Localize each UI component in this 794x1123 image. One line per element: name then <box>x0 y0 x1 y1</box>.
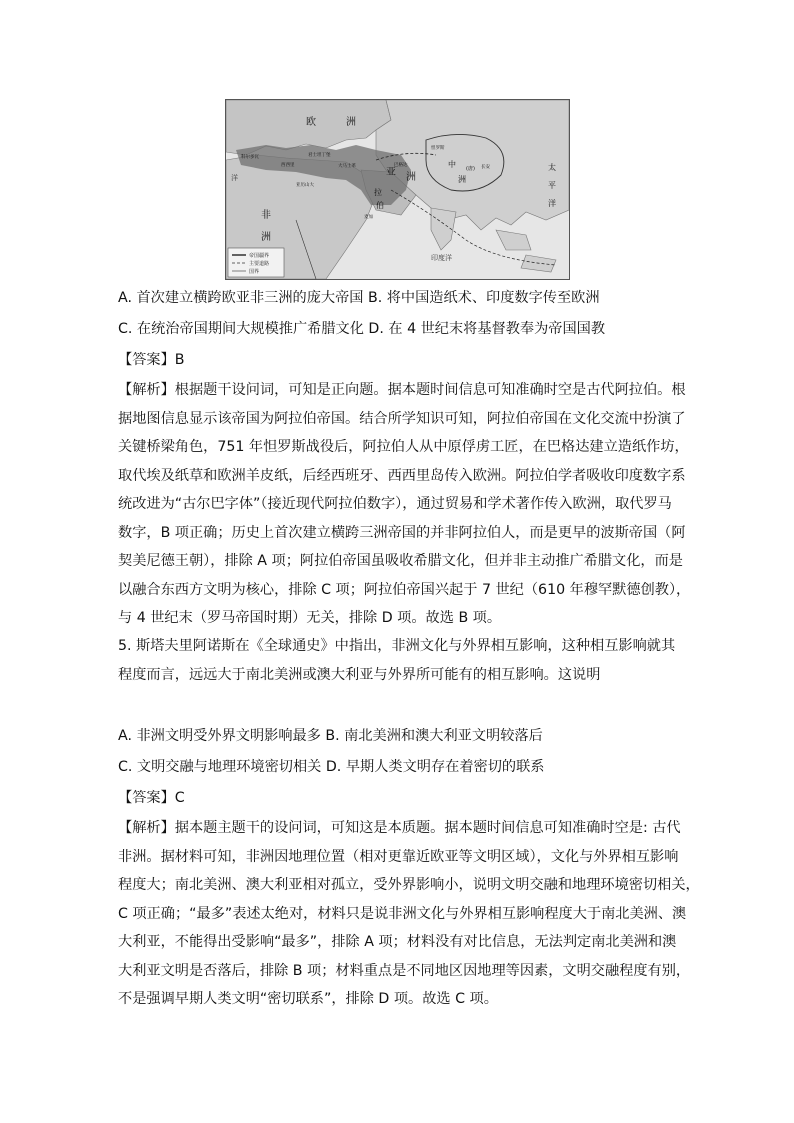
legend-item-empire: 帝国疆界 <box>249 253 270 259</box>
q4-analysis-line: 【解析】根据题干设问词，可知是正向题。据本题时间信息可知准确时空是古代阿拉伯。根 <box>118 382 686 398</box>
q5-options-line-2: C. 文明交融与地理环境密切相关 D. 早期人类文明存在着密切的联系 <box>118 759 545 775</box>
label-city-constantinople: 君士坦丁堡 <box>308 153 331 158</box>
label-city-cordoba: 科尔多瓦 <box>241 155 259 160</box>
label-asia-1: 亚 <box>386 167 396 178</box>
label-arab-2: 伯 <box>376 201 384 210</box>
label-atlantic: 洋 <box>231 174 238 182</box>
label-europe-1: 欧 <box>306 117 316 128</box>
q4-analysis-line: 关键桥梁角色，751 年怛罗斯战役后，阿拉伯人从中原俘虏工匠，在巴格达建立造纸作坊， <box>118 439 689 455</box>
label-africa-2: 洲 <box>261 232 271 243</box>
q4-analysis-line: 统改进为“古尔巴字体”（接近现代阿拉伯数字），通过贸易和学术著作传入欧洲，取代罗马 <box>118 496 672 512</box>
legend-item-road: 主要道路 <box>249 261 270 267</box>
label-city-changan: 长安 <box>481 165 490 170</box>
q5-analysis-line: 大利亚，不能得出受影响“最多”，排除 A 项；材料没有对比信息，无法判定南北美洲和澳 <box>118 934 677 950</box>
q5-analysis-line: C 项正确；“最多”表述太绝对，材料只是说非洲文化与外界相互影响程度大于南北美洲、澳 <box>118 905 687 922</box>
q4-analysis-line: 以融合东西方文明为核心，排除 C 项；阿拉伯帝国兴起于 7 世纪（610 年穆罕默德创教）， <box>118 581 691 598</box>
arab-empire-map <box>225 99 570 280</box>
map-svg <box>226 100 569 279</box>
label-sea-2: 平 <box>548 181 556 190</box>
q5-stem-line: 5. 斯塔夫里阿诺斯在《全球通史》中指出，非洲文化与外界相互影响，这种相互影响就其 <box>118 638 676 654</box>
label-sea-1: 太 <box>548 163 556 172</box>
label-china-2: (唐) <box>466 166 475 172</box>
q5-analysis-line: 大利亚文明是否落后，排除 B 项；材料重点是不同地区因地理等因素，文明交融程度有别， <box>118 962 691 979</box>
q5-stem-line: 程度而言，远远大于南北美洲或澳大利亚与外界所可能有的相互影响。这说明 <box>118 666 601 683</box>
label-africa-1: 非 <box>261 210 271 221</box>
q4-answer: 【答案】B <box>118 352 185 368</box>
label-europe-2: 洲 <box>346 117 356 128</box>
q4-analysis-line: 与 4 世纪末（罗马帝国时期）无关，排除 D 项。故选 B 项。 <box>118 610 502 626</box>
label-city-mecca: 麦加 <box>364 215 373 220</box>
q5-analysis-line: 非洲。据材料可知，非洲因地理位置（相对更靠近欧亚等文明区域），文化与外界相互影响 <box>118 848 679 865</box>
q5-stem <box>118 632 678 689</box>
q5-analysis <box>118 814 700 1014</box>
label-city-baghdad: 巴格达 <box>394 163 408 168</box>
label-city-damascus: 大马士革 <box>338 164 356 169</box>
label-city-alexandria: 亚历山大 <box>296 183 314 188</box>
q5-answer: 【答案】C <box>118 790 185 806</box>
label-china-3: 洲 <box>458 175 466 184</box>
legend-item-border: 国界 <box>249 269 260 275</box>
label-city-xixili: 西西里 <box>281 163 295 168</box>
label-sea-3: 洋 <box>548 199 556 208</box>
label-china-1: 中 <box>448 160 456 169</box>
q5-options-line-1: A. 非洲文明受外界文明影响最多 B. 南北美洲和澳大利亚文明较落后 <box>118 728 543 744</box>
q4-analysis-line: 据地图信息显示该帝国为阿拉伯帝国。结合所学知识可知，阿拉伯帝国在文化交流中扮演了 <box>118 410 686 427</box>
q4-analysis <box>118 376 691 633</box>
label-city-talas: 怛罗斯 <box>431 146 445 151</box>
label-asia-2: 洲 <box>406 172 416 183</box>
q4-options-line-2: C. 在统治帝国期间大规模推广希腊文化 D. 在 4 世纪末将基督教奉为帝国国教 <box>118 321 606 337</box>
q4-analysis-line: 取代埃及纸草和欧洲羊皮纸，后经西班牙、西西里岛传入欧洲。阿拉伯学者吸收印度数字系 <box>118 467 686 484</box>
q5-analysis-line: 不是强调早期人类文明“密切联系”，排除 D 项。故选 C 项。 <box>118 991 498 1007</box>
q5-analysis-line: 【解析】据本题主题干的设问词，可知这是本质题。据本题时间信息可知准确时空是: 古代 <box>118 820 681 836</box>
q5-analysis-line: 程度大；南北美洲、澳大利亚相对孤立，受外界影响小，说明文明交融和地理环境密切相关， <box>118 877 700 893</box>
q4-analysis-line: 数字，B 项正确；历史上首次建立横跨三洲帝国的并非阿拉伯人，而是更早的波斯帝国（阿 <box>118 524 686 541</box>
label-indian-ocean: 印度洋 <box>431 254 452 262</box>
label-arab-1: 拉 <box>374 188 382 197</box>
q4-options-line-1: A. 首次建立横跨欧亚非三洲的庞大帝国 B. 将中国造纸术、印度数字传至欧洲 <box>118 290 600 306</box>
q4-analysis-line: 契美尼德王朝），排除 A 项；阿拉伯帝国虽吸收希腊文化，但并非主动推广希腊文化，而是 <box>118 553 683 569</box>
